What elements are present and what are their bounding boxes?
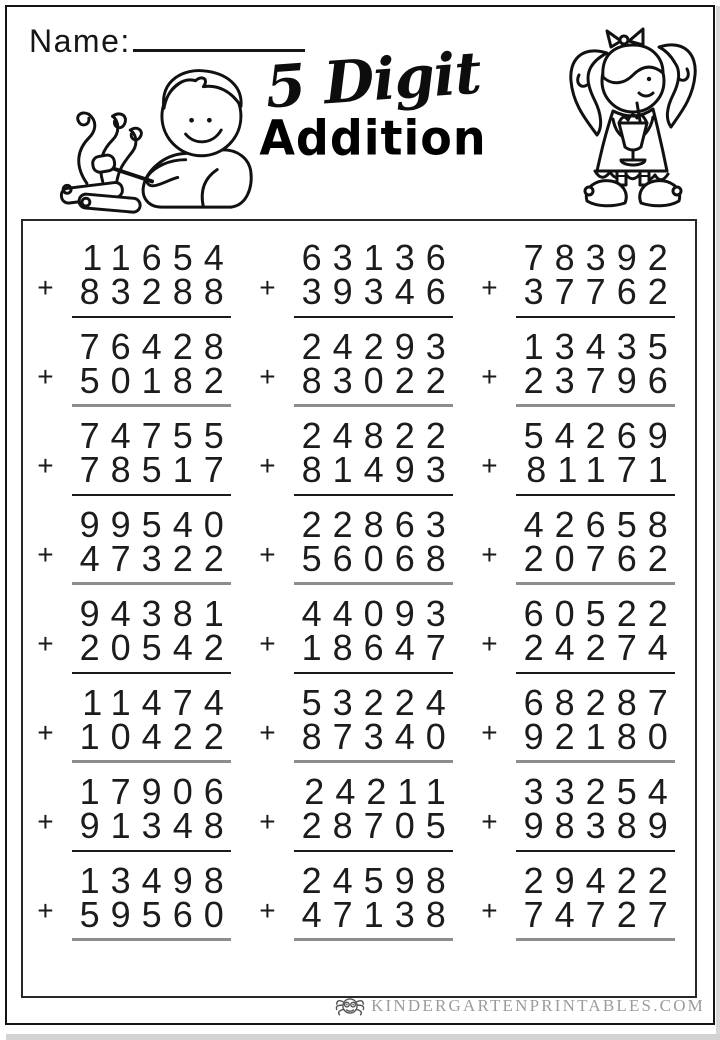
addends-with-answer-line[interactable] xyxy=(72,682,235,763)
addends-with-answer-line[interactable] xyxy=(72,504,235,585)
addend-bottom: 81493 xyxy=(301,449,457,490)
addition-problem xyxy=(259,593,457,674)
addends-with-answer-line[interactable] xyxy=(516,771,679,852)
addend-top: 42658 xyxy=(523,504,679,545)
plus-operator: + xyxy=(259,539,276,570)
addend-top: 94381 xyxy=(79,593,235,634)
addition-problem xyxy=(37,415,235,496)
problems-box xyxy=(21,219,697,998)
title-bold-line: Addition xyxy=(259,109,487,167)
addend-top: 68287 xyxy=(523,682,679,723)
addend-bottom: 24274 xyxy=(523,627,679,668)
addend-bottom: 39346 xyxy=(301,271,457,312)
plus-operator: + xyxy=(481,539,498,570)
addend-bottom: 28705 xyxy=(301,805,457,846)
footer-site-text: KINDERGARTENPRINTABLES.COM xyxy=(371,996,705,1015)
page-edge-shadow xyxy=(6,1034,720,1040)
addend-bottom: 81171 xyxy=(526,449,679,490)
addends-with-answer-line[interactable] xyxy=(294,415,457,496)
addend-bottom: 47322 xyxy=(79,538,235,579)
addend-bottom: 56068 xyxy=(301,538,457,579)
addend-bottom: 50182 xyxy=(79,360,235,401)
addend-bottom: 47138 xyxy=(301,894,457,935)
plus-operator: + xyxy=(481,895,498,926)
addend-top: 33254 xyxy=(523,771,679,812)
addition-problem xyxy=(37,237,235,318)
addends-with-answer-line[interactable] xyxy=(294,504,457,585)
addend-top: 11654 xyxy=(82,237,235,278)
addition-problem xyxy=(259,326,457,407)
name-label: Name: xyxy=(29,23,131,59)
plus-operator: + xyxy=(37,539,54,570)
addends-with-answer-line[interactable] xyxy=(294,237,457,318)
plus-operator: + xyxy=(481,272,498,303)
addition-problem xyxy=(481,860,679,941)
addends-with-answer-line[interactable] xyxy=(516,860,679,941)
plus-operator: + xyxy=(481,450,498,481)
addend-top: 13435 xyxy=(523,326,679,367)
plus-operator: + xyxy=(481,717,498,748)
addend-top: 29422 xyxy=(523,860,679,901)
addend-bottom: 20762 xyxy=(523,538,679,579)
plus-operator: + xyxy=(37,895,54,926)
plus-operator: + xyxy=(259,717,276,748)
addend-bottom: 23796 xyxy=(523,360,679,401)
title-script-line: 5 Digit xyxy=(263,38,483,122)
addend-bottom: 20542 xyxy=(79,627,235,668)
addition-problem xyxy=(481,771,679,852)
addend-bottom: 10422 xyxy=(79,716,235,757)
plus-operator: + xyxy=(259,628,276,659)
addend-bottom: 98389 xyxy=(523,805,679,846)
addition-problem xyxy=(259,504,457,585)
boy-campfire-clipart-icon xyxy=(53,57,261,215)
addend-bottom: 83288 xyxy=(79,271,235,312)
addend-top: 74755 xyxy=(79,415,235,456)
addends-with-answer-line[interactable] xyxy=(516,237,679,318)
addend-bottom: 74727 xyxy=(523,894,679,935)
addend-top: 24211 xyxy=(304,771,457,812)
addition-problem xyxy=(481,326,679,407)
addend-top: 44093 xyxy=(301,593,457,634)
addend-bottom: 91348 xyxy=(79,805,235,846)
addend-top: 63136 xyxy=(301,237,457,278)
addend-top: 60522 xyxy=(523,593,679,634)
addends-with-answer-line[interactable] xyxy=(72,593,235,674)
plus-operator: + xyxy=(259,450,276,481)
worksheet-title xyxy=(243,38,503,167)
plus-operator: + xyxy=(259,272,276,303)
addend-top: 17906 xyxy=(79,771,235,812)
worksheet-page xyxy=(5,5,715,1025)
addend-top: 76428 xyxy=(79,326,235,367)
plus-operator: + xyxy=(481,361,498,392)
addition-problem xyxy=(259,682,457,763)
plus-operator: + xyxy=(259,806,276,837)
plus-operator: + xyxy=(481,628,498,659)
plus-operator: + xyxy=(37,272,54,303)
addition-problem xyxy=(259,771,457,852)
addition-problem xyxy=(37,771,235,852)
addend-top: 11474 xyxy=(82,682,235,723)
plus-operator: + xyxy=(37,628,54,659)
addends-with-answer-line[interactable] xyxy=(294,860,457,941)
addend-top: 24293 xyxy=(301,326,457,367)
addends-with-answer-line[interactable] xyxy=(516,593,679,674)
addition-problem xyxy=(481,415,679,496)
addition-problem xyxy=(37,860,235,941)
plus-operator: + xyxy=(481,806,498,837)
plus-operator: + xyxy=(259,361,276,392)
addend-top: 24822 xyxy=(301,415,457,456)
problems-grid xyxy=(23,221,695,941)
addends-with-answer-line[interactable] xyxy=(516,326,679,407)
addend-bottom: 18647 xyxy=(301,627,457,668)
addend-bottom: 37762 xyxy=(523,271,679,312)
page-edge-shadow xyxy=(716,6,720,1040)
name-blank-line[interactable] xyxy=(133,19,305,52)
addend-bottom: 92180 xyxy=(523,716,679,757)
addends-with-answer-line[interactable] xyxy=(72,415,235,496)
addends-with-answer-line[interactable] xyxy=(516,415,679,496)
plus-operator: + xyxy=(37,361,54,392)
addends-with-answer-line[interactable] xyxy=(294,682,457,763)
addend-top: 22863 xyxy=(301,504,457,545)
addition-problem xyxy=(259,237,457,318)
plus-operator: + xyxy=(37,717,54,748)
addend-bottom: 59560 xyxy=(79,894,235,935)
addend-bottom: 87340 xyxy=(301,716,457,757)
addition-problem xyxy=(481,682,679,763)
addition-problem xyxy=(481,504,679,585)
addition-problem xyxy=(259,860,457,941)
plus-operator: + xyxy=(259,895,276,926)
addends-with-answer-line[interactable] xyxy=(294,593,457,674)
addition-problem xyxy=(259,415,457,496)
addend-top: 78392 xyxy=(523,237,679,278)
addition-problem xyxy=(37,326,235,407)
footer xyxy=(335,993,705,1019)
addition-problem xyxy=(481,593,679,674)
addend-top: 99540 xyxy=(79,504,235,545)
addends-with-answer-line[interactable] xyxy=(72,771,235,852)
addend-top: 13498 xyxy=(79,860,235,901)
addends-with-answer-line[interactable] xyxy=(516,504,679,585)
plus-operator: + xyxy=(37,806,54,837)
addend-top: 54269 xyxy=(523,415,679,456)
addend-bottom: 78517 xyxy=(79,449,235,490)
addition-problem xyxy=(37,682,235,763)
addition-problem xyxy=(481,237,679,318)
addend-top: 53224 xyxy=(301,682,457,723)
addends-with-answer-line[interactable] xyxy=(72,237,235,318)
plus-operator: + xyxy=(37,450,54,481)
addition-problem xyxy=(37,504,235,585)
addends-with-answer-line[interactable] xyxy=(516,682,679,763)
addend-bottom: 83022 xyxy=(301,360,457,401)
addend-top: 24598 xyxy=(301,860,457,901)
girl-milkshake-clipart-icon xyxy=(563,23,703,215)
addends-with-answer-line[interactable] xyxy=(294,326,457,407)
addition-problem xyxy=(37,593,235,674)
addends-with-answer-line[interactable] xyxy=(72,326,235,407)
addends-with-answer-line[interactable] xyxy=(294,771,457,852)
spider-logo-icon xyxy=(335,993,365,1019)
addends-with-answer-line[interactable] xyxy=(72,860,235,941)
